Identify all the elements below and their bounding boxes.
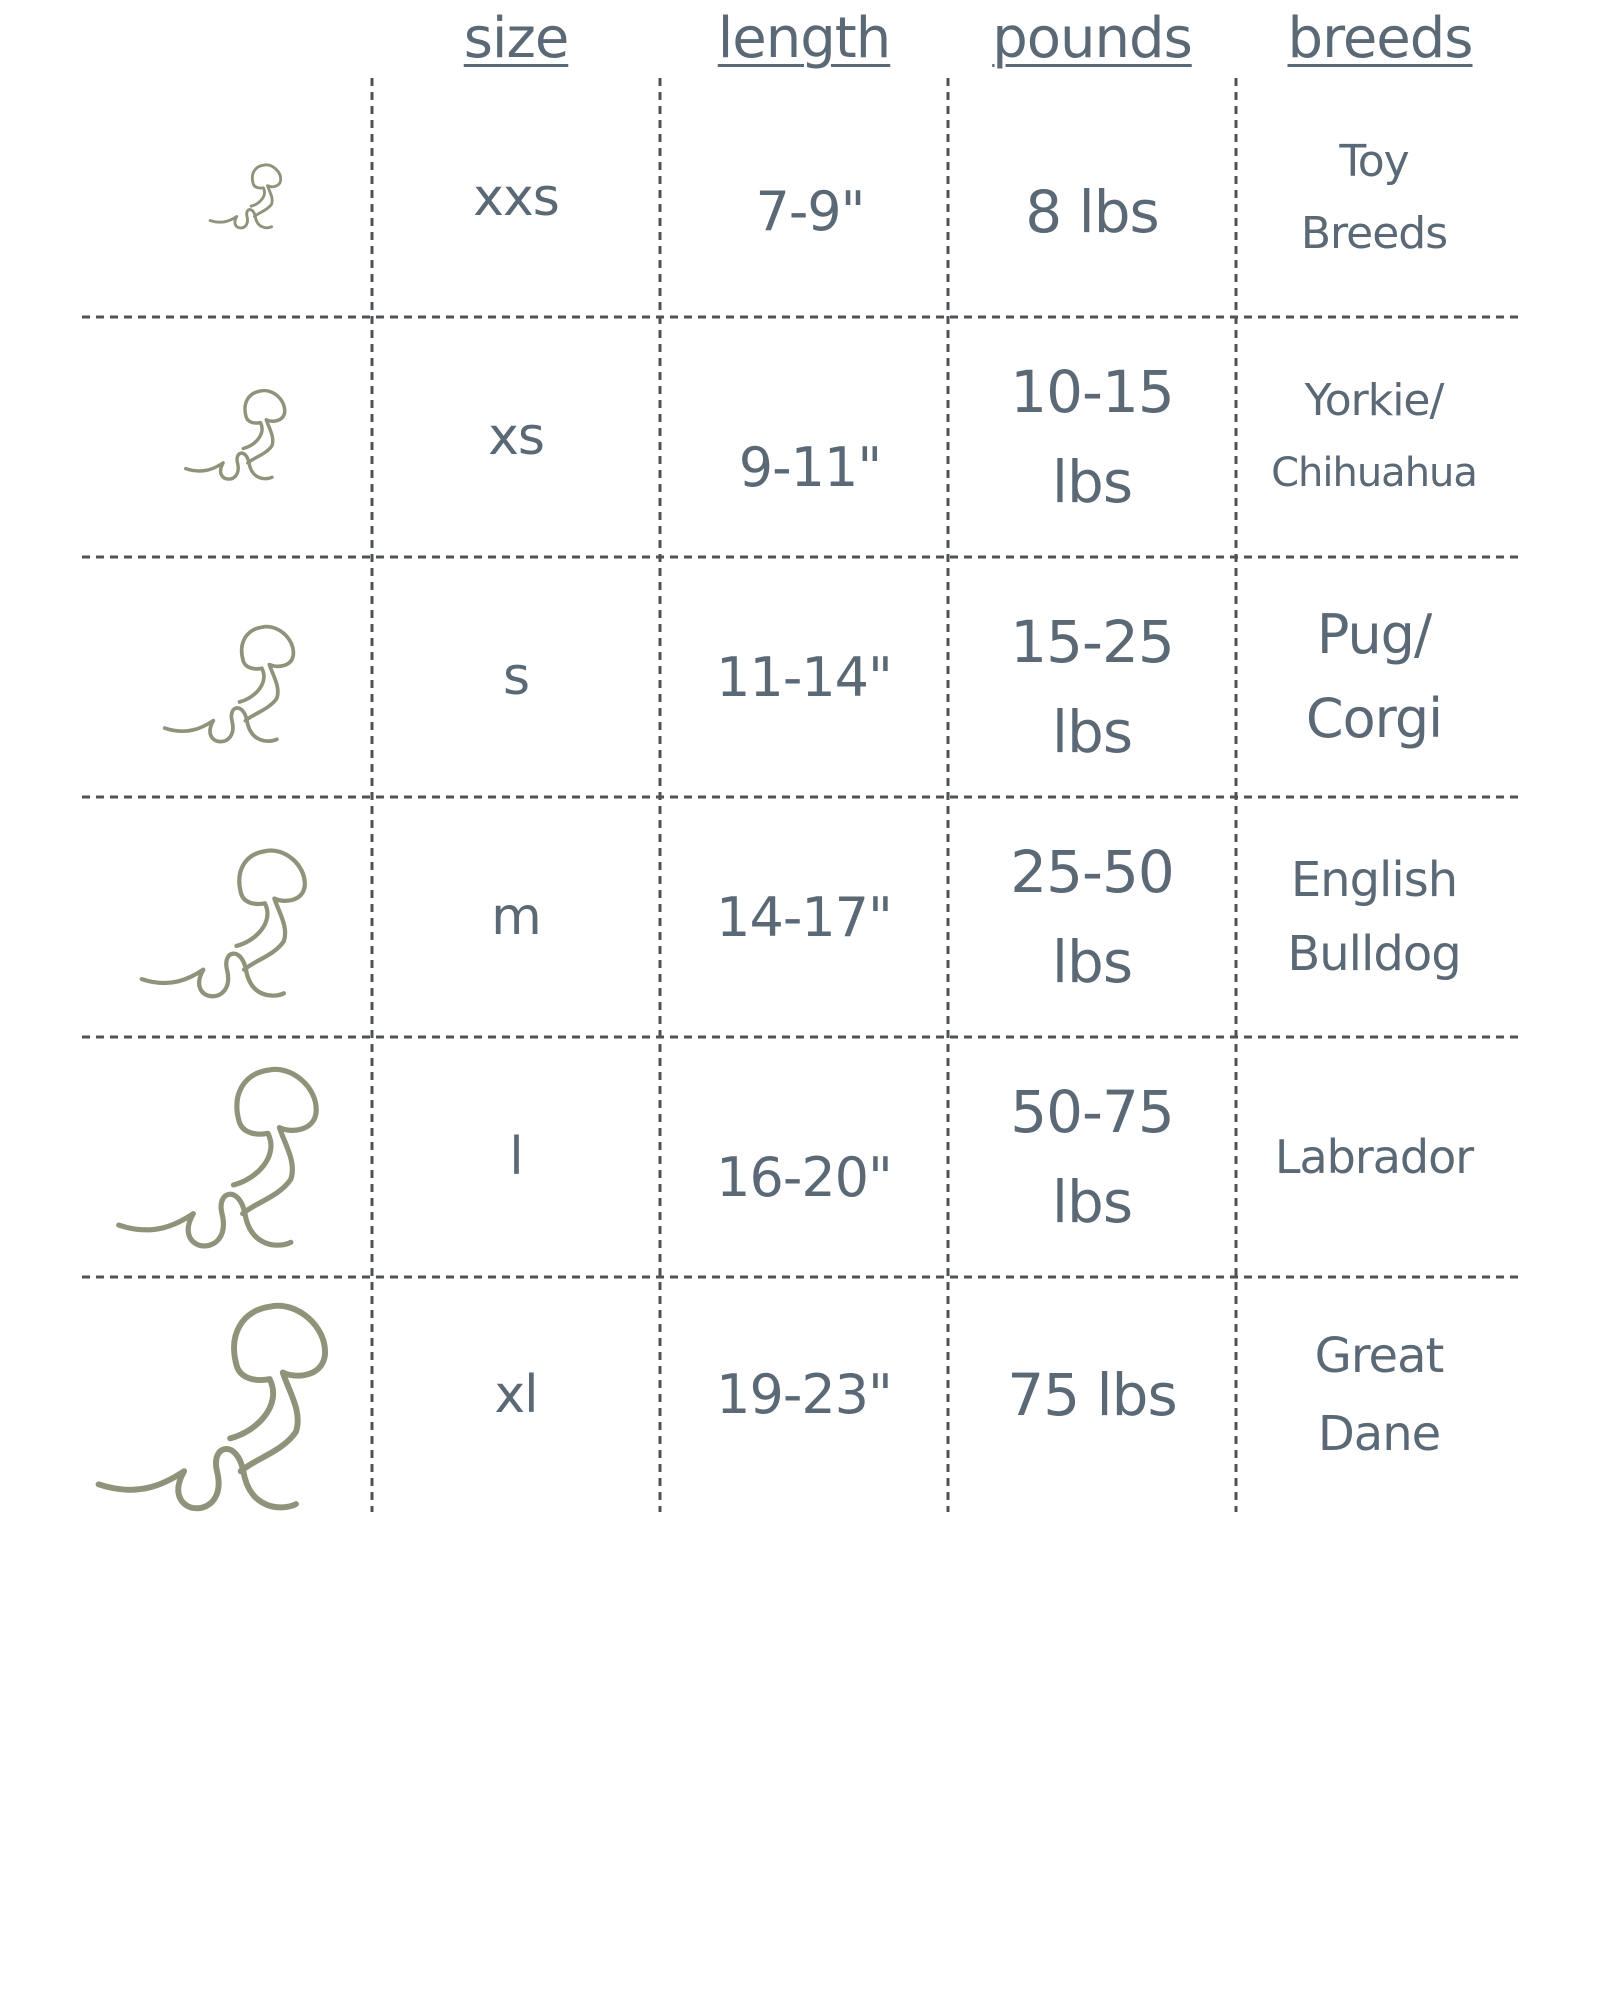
breed-line: Yorkie/ (1304, 375, 1444, 426)
dog-outline-icon (132, 837, 322, 1017)
breed-line: Pug/ (1316, 603, 1432, 666)
pounds-cell (948, 317, 1236, 557)
length-cell: 11-14" (716, 645, 892, 709)
breeds-cell (1236, 1037, 1512, 1277)
pounds-cell (948, 797, 1236, 1037)
size-cell: xl (494, 1364, 538, 1425)
breed-line: Labrador (1274, 1130, 1474, 1184)
pounds-line: 15-25 (1010, 608, 1174, 676)
size-cell: m (491, 887, 541, 947)
table-row-icon (82, 1277, 372, 1537)
pounds-cell (948, 78, 1236, 331)
pounds-line: lbs (1051, 1168, 1133, 1236)
pounds-cell (948, 557, 1236, 807)
breeds-cell (1236, 78, 1512, 317)
table-row-icon (82, 1037, 372, 1277)
pounds-line: lbs (1051, 448, 1133, 516)
breeds-cell (1236, 1277, 1522, 1512)
dog-outline-icon (180, 382, 295, 492)
table-row-icon (82, 78, 372, 317)
pounds-line: 25-50 (1010, 838, 1174, 906)
size-cell: xxs (473, 167, 559, 228)
breeds-cell (1236, 317, 1512, 557)
breed-line: Bulldog (1287, 926, 1461, 982)
header-length: length (717, 5, 891, 71)
dog-outline-icon (82, 1287, 352, 1537)
breeds-cell (1236, 557, 1512, 797)
header-breeds: breeds (1287, 5, 1473, 71)
breed-line: Great (1314, 1327, 1444, 1384)
table-row-icon (82, 317, 372, 557)
pounds-line: lbs (1051, 928, 1133, 996)
breeds-cell (1236, 797, 1512, 1037)
pounds-line: 10-15 (1010, 358, 1174, 426)
dog-outline-icon (106, 1053, 338, 1271)
table-row-icon (82, 797, 372, 1037)
length-cell: 9-11" (738, 435, 882, 499)
pounds-line: lbs (1051, 698, 1133, 766)
dog-outline-icon (206, 159, 288, 237)
length-cell: 14-17" (716, 885, 892, 949)
size-cell: l (509, 1127, 523, 1187)
size-cell: xs (488, 407, 544, 467)
breed-line: Toy (1339, 135, 1409, 187)
breed-line: Breeds (1300, 207, 1448, 259)
pounds-cell (948, 1037, 1236, 1277)
pounds-cell (948, 1277, 1236, 1532)
size-cell: s (502, 647, 530, 707)
table-row-icon (82, 557, 372, 797)
pounds-line: 50-75 (1010, 1078, 1174, 1146)
dog-outline-icon (157, 616, 307, 758)
pounds-line: 75 lbs (1007, 1360, 1177, 1429)
breed-line: Corgi (1305, 687, 1443, 750)
length-cell: 16-20" (716, 1145, 892, 1209)
pounds-line: 8 lbs (1025, 177, 1159, 246)
header-size: size (463, 5, 569, 71)
header-pounds: pounds (992, 5, 1192, 71)
length-cell: 19-23" (716, 1363, 892, 1426)
breed-line: Chihuahua (1271, 450, 1477, 496)
breed-line: Dane (1317, 1405, 1441, 1462)
breed-line: English (1290, 852, 1458, 908)
length-cell: 7-9" (755, 180, 865, 243)
